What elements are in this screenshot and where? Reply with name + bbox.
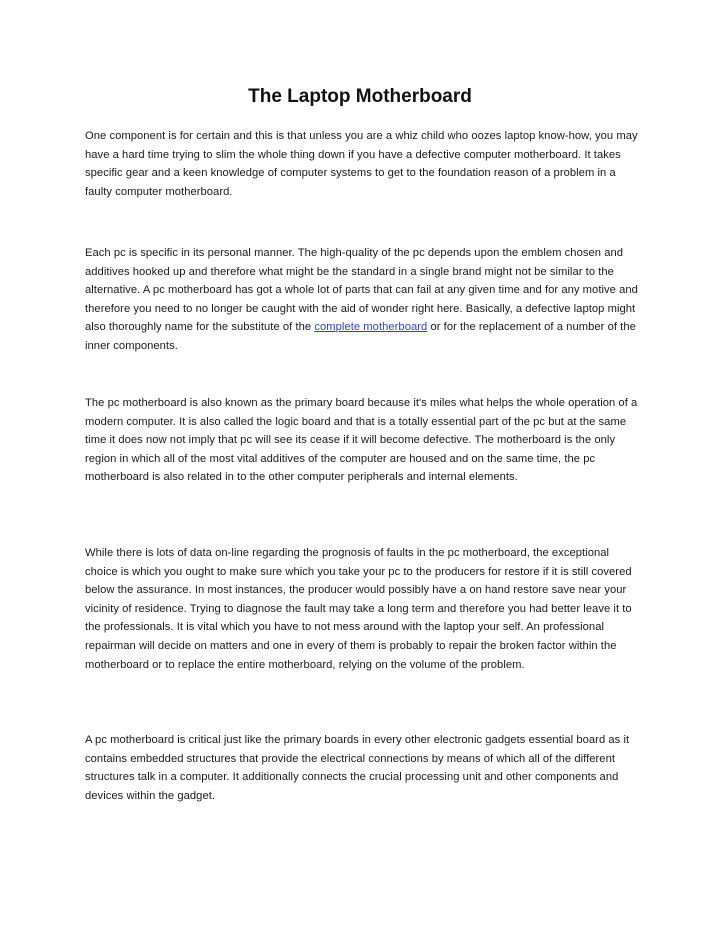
paragraph-4: While there is lots of data on-line regarding the prognosis of faults in the pc motherboard, the exceptional choice is which you ought to make sure which you take your pc to the producers for restore if it is still covered below the assurance. In most instances, the producer would possibly have a on hand restore save near your vicinity of residence. Trying to diagnose the fault may take a long term and therefore you had better leave it to the professionals. It is vital which you have to not mess around with the laptop your self. An professional repairman will decide on matters and one in every of them is probably to repair the broken factor within the motherboard or to replace the entire motherboard, relying on the volume of the problem. xyxy=(85,547,632,671)
paragraph-2-text-after-link: or for the replacement of a number of the inner components. xyxy=(85,321,636,352)
paragraph-3: The pc motherboard is also known as the primary board because it's miles what helps the whole operation of a modern computer. It is also called the logic board and that is a totally essential part of the pc but at the same time it does now not imply that pc will see its cease if it will become defective. The motherboard is the only region in which all of the most vital additives of the computer are housed and on the same time, the pc motherboard is also related in to the other computer peripherals and internal elements. xyxy=(85,397,638,484)
paragraph-1: One component is for certain and this is that unless you are a whiz child who oozes laptop know-how, you may have a hard time trying to slim the whole thing down if you have a defective computer motherboard. It takes specific gear and a keen knowledge of computer systems to get to the foundation reason of a problem in a faulty computer motherboard. xyxy=(85,130,638,198)
complete-motherboard-link[interactable]: complete motherboard xyxy=(314,321,428,334)
paragraph-2 xyxy=(85,244,641,356)
page-title: The Laptop Motherboard xyxy=(248,86,472,107)
paragraph-2-text-before-link: Each pc is specific in its personal manner. The high-quality of the pc depends upon the emblem chosen and additives hooked up and therefore what might be the standard in a single brand might not be similar to the alternative. A pc motherboard has got a whole lot of parts that can fail at any given time and for any motive and therefore you need to no longer be caught with the aid of wonder right here. Basically, a defective laptop might also thoroughly name for the substitute of the xyxy=(85,247,638,334)
paragraph-5: A pc motherboard is critical just like the primary boards in every other electronic gadgets essential board as it contains embedded structures that provide the electrical connections by means of which all of the different structures talk in a computer. It additionally connects the crucial processing unit and other components and devices within the gadget. xyxy=(85,734,630,802)
